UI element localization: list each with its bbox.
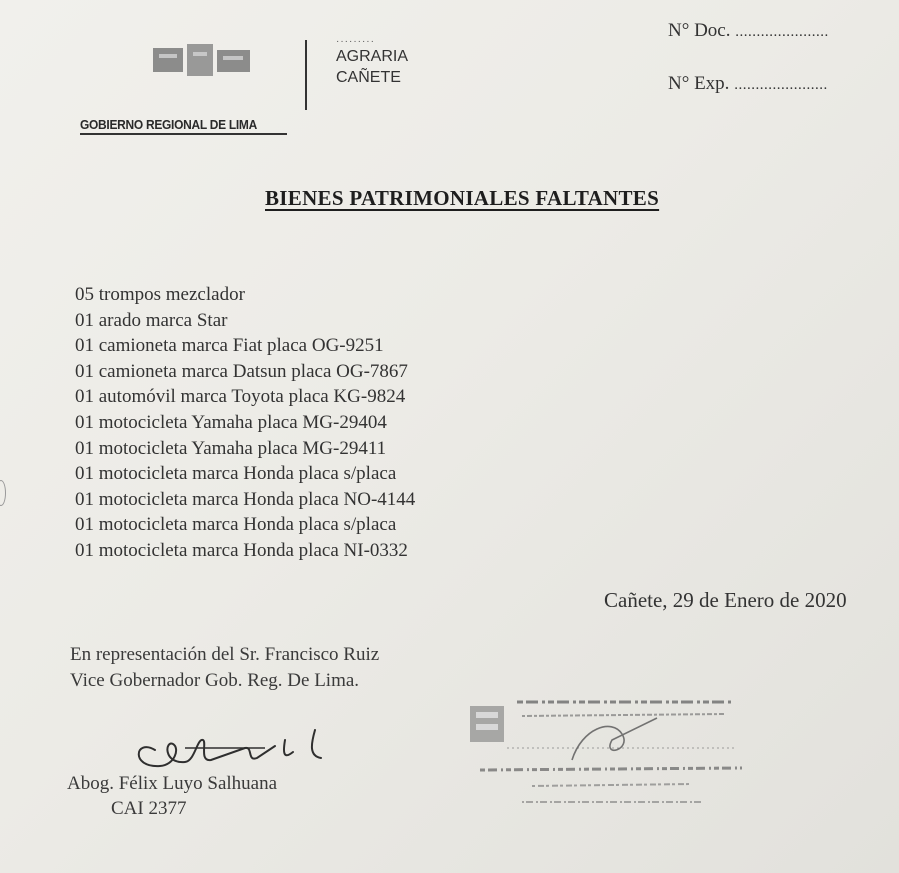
place-and-date: Cañete, 29 de Enero de 2020 bbox=[604, 588, 847, 612]
doc-number-field bbox=[668, 20, 829, 42]
exp-number-blank: ...................... bbox=[734, 77, 828, 93]
list-item: 01 motocicleta Yamaha placa MG-29404 bbox=[75, 411, 387, 433]
office-top-line: ········· bbox=[336, 36, 375, 47]
document-title: BIENES PATRIMONIALES FALTANTES bbox=[265, 186, 660, 210]
list-item: 01 motocicleta marca Honda placa NO-4144 bbox=[75, 488, 416, 510]
handwritten-signature bbox=[125, 718, 335, 778]
exp-number-field bbox=[668, 73, 828, 95]
representation-line-1: En representación del Sr. Francisco Ruiz bbox=[70, 644, 380, 665]
official-stamp bbox=[462, 688, 747, 818]
list-item: 01 motocicleta marca Honda placa s/placa bbox=[75, 514, 397, 536]
exp-number-label: N° Exp. bbox=[668, 73, 730, 94]
list-item: 01 motocicleta marca Honda placa NI-0332 bbox=[75, 539, 408, 561]
list-item: 01 motocicleta Yamaha placa MG-29411 bbox=[75, 437, 387, 459]
signer-name: Abog. Félix Luyo Salhuana bbox=[67, 773, 278, 794]
office-name bbox=[336, 38, 408, 88]
organization-name: GOBIERNO REGIONAL DE LIMA bbox=[80, 117, 287, 135]
paper-edge-mark bbox=[0, 480, 6, 506]
representation-note bbox=[70, 642, 379, 694]
signer-block bbox=[67, 771, 277, 821]
list-item: 05 trompos mezclador bbox=[75, 284, 245, 305]
office-line-1: AGRARIA bbox=[336, 48, 409, 65]
office-line-2: CAÑETE bbox=[336, 69, 401, 86]
signer-registration: CAI 2377 bbox=[111, 798, 187, 819]
doc-number-label: N° Doc. bbox=[668, 20, 731, 41]
missing-assets-list bbox=[75, 282, 415, 564]
representation-line-2: Vice Gobernador Gob. Reg. De Lima. bbox=[70, 670, 360, 691]
list-item: 01 arado marca Star bbox=[75, 309, 228, 331]
regional-government-logo bbox=[153, 44, 250, 80]
list-item: 01 camioneta marca Fiat placa OG-9251 bbox=[75, 335, 384, 357]
list-item: 01 motocicleta marca Honda placa s/placa bbox=[75, 463, 397, 485]
doc-number-blank: ...................... bbox=[735, 24, 829, 40]
list-item: 01 camioneta marca Datsun placa OG-7867 bbox=[75, 360, 408, 382]
list-item: 01 automóvil marca Toyota placa KG-9824 bbox=[75, 386, 406, 408]
header-divider bbox=[305, 40, 307, 110]
